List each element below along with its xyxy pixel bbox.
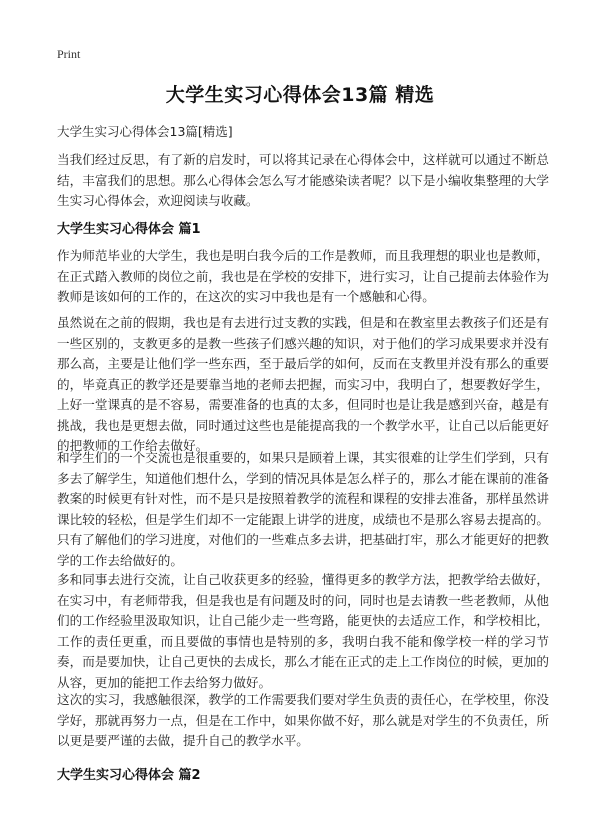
page-title: 大学生实习心得体会13篇 精选 xyxy=(165,84,435,106)
paragraph: 这次的实习，我感触很深，教学的工作需要我们要对学生负责的责任心，在学校里，你没学好，那就再努力一点，但是在工作中，如果你做不好，那么就是对学生的不负责任，所以更是要严谨的去做，提升自己的教学水平。 xyxy=(57,692,549,748)
section-heading-2: 大学生实习心得体会 篇2 xyxy=(57,768,201,783)
paragraph: 多和同事去进行交流，让自己收获更多的经验，懂得更多的教学方法，把教学给去做好，在实习中，有老师带我，但是我也是有问题及时的问，同时也是去请教一些老教师，从他们的工作经验里汲取知识，让自己能少走一些弯路，能更快的去适应工作，和学校相比，工作的责任更重，而且要做的事情也是特别的多，我明白我不能和像学校一样的学习节奏，而是要加快，让自己更快的去成长，那么才能在正式的走上工作岗位的时候，更加的从容，更加的能把工作去给努力做好。 xyxy=(57,572,549,690)
print-label[interactable]: Print xyxy=(57,47,81,61)
intro-paragraph: 当我们经过反思，有了新的启发时，可以将其记录在心得体会中，这样就可以通过不断总结，丰富我们的思想。那么心得体会怎么写才能感染读者呢？以下是小编收集整理的大学生实习心得体会，欢迎阅读与收藏。 xyxy=(57,152,549,208)
section-heading-1: 大学生实习心得体会 篇1 xyxy=(57,222,201,237)
paragraph: 作为师范毕业的大学生，我也是明白我今后的工作是教师，而且我理想的职业也是教师，在正式踏入教师的岗位之前，我也是在学校的安排下，进行实习，让自己提前去体验作为教师是该如何的工作的，在这次的实习中我也是有一个感触和心得。 xyxy=(57,248,549,304)
paragraph: 和学生们的一个交流也是很重要的，如果只是顾着上课，其实很难的让学生们学到，只有多去了解学生，知道他们想什么，学到的情况具体是怎么样子的，那么才能在课前的准备教案的时候更有针对性，而不是只是按照着教学的流程和课程的安排去准备，那样虽然讲课比较的轻松，但是学生们却不一定能跟上讲学的进度，成绩也不是那么容易去提高的。只有了解他们的学习进度，对他们的一些难点多去讲，把基础打牢，那么才能更好的把教学的工作去给做好的。 xyxy=(57,450,549,568)
document-subtitle: 大学生实习心得体会13篇[精选] xyxy=(57,124,233,139)
paragraph: 虽然说在之前的假期，我也是有去进行过支教的实践，但是和在教室里去教孩子们还是有一些区别的，支教更多的是教一些孩子们感兴趣的知识，对于他们的学习成果要求并没有那么高，主要是让他们学一些东西，至于最后学的如何，反而在支教里并没有那么的重要的，毕竟真正的教学还是要靠当地的老师去把握，而实习中，我明白了，想要教好学生，上好一堂课真的是不容易，需要准备的也真的太多，但同时也是让我是感到兴奋，越是有挑战，我也是更想去做，同时通过这些也是能提高我的一个教学水平，让自己以后能更好的把教师的工作给去做好。 xyxy=(57,315,549,453)
